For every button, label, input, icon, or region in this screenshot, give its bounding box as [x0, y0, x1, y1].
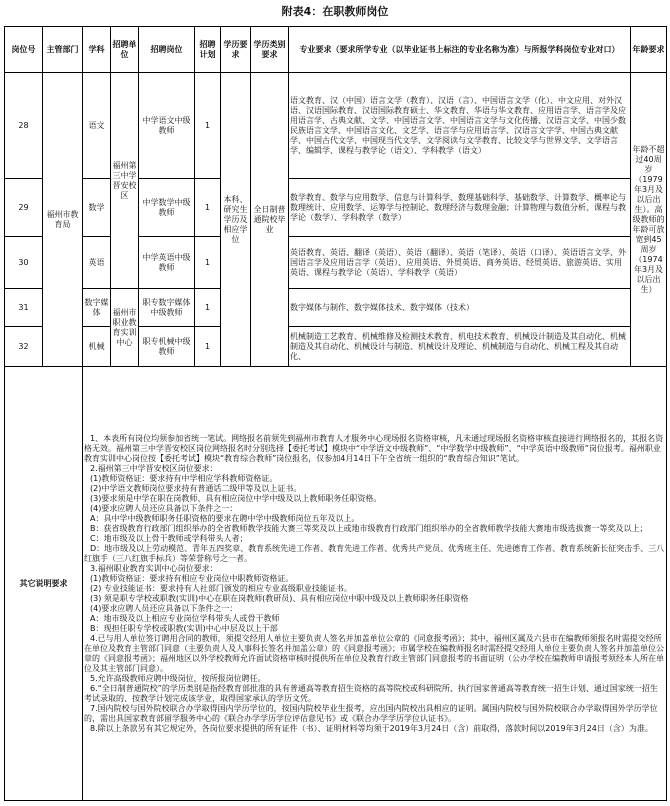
recruitment-table — [4, 26, 667, 801]
note-line: D：地市级及以上劳动模范、青年五四奖章、教育系统先进工作者、教育先进工作者、优秀共产党员、优秀班主任、先进德育工作者、教育系统新长征突击手、三八红旗手（三八红旗手标兵）等荣誉称号之一者。 — [84, 543, 665, 563]
edu-cell: 本科、研究生学历及相应学位 — [221, 73, 251, 367]
table-row — [5, 327, 667, 367]
header-age: 年龄要求 — [631, 27, 667, 73]
count-cell: 1 — [195, 289, 221, 327]
notes-label: 其它说明要求 — [5, 367, 83, 801]
subject-cell: 机械 — [83, 327, 111, 367]
table-row — [5, 73, 667, 179]
edu-type-cell: 全日制普通院校毕业 — [251, 73, 289, 367]
post-number: 30 — [5, 237, 43, 289]
header-post: 招聘岗位 — [139, 27, 195, 73]
major-cell: 数字媒体与制作、数字媒体技术、数字媒体（技术） — [289, 289, 631, 327]
post-number: 28 — [5, 73, 43, 179]
table-row — [5, 237, 667, 289]
note-line: (4)要求应聘人员还应具备以下条件之一： — [90, 503, 238, 513]
subject-cell: 数字媒体 — [83, 289, 111, 327]
note-line: B：现担任职专学校或职教(实训)中心中层及以上干部 — [90, 623, 278, 633]
post-cell: 中学数学中级教师 — [139, 179, 195, 237]
note-line: (2) 专业技能证书：要求持有人社部门颁发的相应专业高级职业技能证书。 — [90, 583, 352, 593]
post-number: 29 — [5, 179, 43, 237]
post-cell: 职专数字媒体中级教师 — [139, 289, 195, 327]
page-title: 附表4：在职教师岗位 — [281, 5, 389, 18]
major-cell: 语文教育、汉（中国）语言文学（教育）、汉语（言）、中国语言文学（化）、中文应用、对外汉语、汉语国际教育、汉语国际教育硕士、华文教育、华语与华文教育、应用语言学、语言学及应用语言学、古典文献、文学、中国语言文学、中国语言文学与文化传播、汉语言文学、中国少数民族语言文学、中国语言文化、文艺学、语言学与应用语言学、汉语言文字学、中国古典文献学、中国古代文学、中国现当代文学、文学阅读与文学教育、比较文学与世界文学、文学语言学、编辑学、课程与教学论（语文）、学科教学（语文） — [289, 73, 631, 179]
subject-cell: 数学 — [83, 179, 111, 237]
subject-cell: 英语 — [83, 237, 111, 289]
post-number: 31 — [5, 289, 43, 327]
note-line: (4)要求应聘人员还应具备以下条件之一： — [90, 603, 238, 613]
count-cell: 1 — [195, 73, 221, 179]
major-cell: 机械制造工艺教育、机械维修及检测技术教育、机电技术教育、机械设计制造及其自动化、机械制造及其自动化、机械设计与制造、机械设计及理论、机械制造与自动化、机械工程及其自动化、 — [289, 327, 631, 367]
major-cell: 数学教育、数学与应用数学、信息与计算科学、数理基础科学、基础数学、计算数学、概率论与数理统计、应用数学、运筹学与控制论、数理经济与数理金融；计算物理与数值分析、课程与教学论（数学）、学科教学（数学） — [289, 179, 631, 237]
note-line: (2)中学语文教师岗位要求持有普通话二级甲等及以上证书。 — [90, 483, 302, 493]
note-line: (3)要求须是中学在职在岗教师、具有相应岗位中学中级及以上教师职务任职资格。 — [90, 493, 382, 503]
table-row — [5, 179, 667, 237]
post-cell: 中学语文中级教师 — [139, 73, 195, 179]
major-cell: 英语教育、英语、翻译（英语）、英语（翻译）、英语（笔译）、英语（口译）、英语语言文学、外国语言学及应用语言学（英语）、应用英语、外贸英语、商务英语、经贸英语、旅游英语、实用英语、课程与教学论（英语）、学科教学（英语） — [289, 237, 631, 289]
note-line: (1)教师资格证：要求持有相应专业岗位中职教师资格证。 — [90, 573, 294, 583]
header-count: 招聘计划 — [195, 27, 221, 73]
note-line: 5.允许高级教师应聘中级岗位，按所报岗位聘任。 — [90, 673, 266, 683]
count-cell: 1 — [195, 179, 221, 237]
dept-cell: 福州市教育局 — [43, 73, 83, 367]
post-cell: 中学英语中级教师 — [139, 237, 195, 289]
unit-cell-school3: 福州第三中学晋安校区 — [111, 73, 139, 289]
post-number: 32 — [5, 327, 43, 367]
header-dept: 主管部门 — [43, 27, 83, 73]
age-cell: 年龄不超过40周岁（1979年3月及以后出生）。高级教师的年龄可放宽到45周岁（1974年3月及以后出生） — [631, 73, 667, 367]
header-unit: 招聘单位 — [111, 27, 139, 73]
header-post-no: 岗位号 — [5, 27, 43, 73]
note-line: B：获省级教育行政部门组织举办的全省教师教学技能大赛三等奖及以上或地市级教育行政部门组织举办的全省教师教学技能大赛地市级选拔赛一等奖及以上； — [90, 523, 648, 533]
notes-row — [5, 367, 667, 801]
header-row — [5, 27, 667, 73]
post-cell: 职专机械中级教师 — [139, 327, 195, 367]
note-line: C：地市级及以上骨干教师或学科带头人者； — [90, 533, 248, 543]
header-edu-type: 学历类别要求 — [251, 27, 289, 73]
header-edu: 学历要求 — [221, 27, 251, 73]
header-subject: 学科 — [83, 27, 111, 73]
header-major: 专业要求（要求所学专业（以毕业证书上标注的专业名称为准）与所报学科岗位专业对口） — [289, 27, 631, 73]
note-line: A：地市级及以上相应专业岗位学科带头人或骨干教师 — [90, 613, 280, 623]
subject-cell: 语文 — [83, 73, 111, 179]
unit-cell-vocational: 福州市职业教育实训中心 — [111, 289, 139, 367]
notes-cell — [83, 367, 667, 801]
note-line: (1)教师资格证：要求持有中学相应学科教师资格证。 — [90, 473, 278, 483]
note-line: 6.“全日制普通院校”的学历类别是指经教育部批准的具有普通高等教育招生资格的高等院校或科研院所、执行国家普通高等教育统一招生计划、通过国家统一招生考试录取的、按教学计划完成该学业，取得国家承认的学历文凭。 — [84, 683, 658, 703]
count-cell: 1 — [195, 327, 221, 367]
note-line: A：具中学中级教师职务任职资格的要求在聘中学中级教师岗位五年及以上。 — [90, 513, 360, 523]
note-line: 8.除以上条款另有其它规定外，各岗位要求提供的所有证件（书）、证明材料等均须于2019年3月24日（含）前取得，落款时间以2019年3月24日（含）为准。 — [90, 723, 653, 733]
count-cell: 1 — [195, 237, 221, 289]
note-line: 1、本表所有岗位均须参加省统一笔试。网络报名前须先到福州市教育人才服务中心现场报名资格审核，凡未通过现场报名资格审核直接进行网络报名的，其报名资格无效。福州第三中学晋安校区岗位网络报名时分别选择【委托考试】模块中“中学语文中级教师”、“中学数学中级教师”、“中学英语中级教师”岗位报考。福州职业教育实训中心岗位按【委托考试】模块“教育综合教师”岗位报名，仅参加4月14日下午全省统一组织的“教育综合知识”笔试。 — [84, 433, 664, 463]
note-line: (3) 须是职专学校或职教(实训)中心在职在岗教师(教研员)、具有相应岗位中职中级及以上教师职务任职资格 — [90, 593, 469, 603]
note-line: 3.福州职业教育实训中心岗位要求： — [90, 563, 218, 573]
note-line: 2.福州第三中学晋安校区岗位要求： — [90, 463, 218, 473]
note-line: 4.已与用人单位签订聘用合同的教师，须提交经用人单位主要负责人签名并加盖单位公章的《同意报考函》；其中，福州区属及六县市在编教师须报名时需提交经所在单位及教育主管部门同意（主要负责人及人事科长签名并加盖公章）的《同意报考函》；市属学校在编教师报名时需经提交经用人单位主要负责人签名并加盖单位公章的《同意报考函》；福州地区以外学校教师允许面试资格审核时提供所在单位及教育行政主管部门同意报考的书面证明（公办学校在编教师申请报考须经本人所在单位及其主管部门同意）。 — [84, 633, 664, 673]
note-line: 7.国内院校与国外院校联合办学取得国内学历学位的，按国内院校毕业生报考，应出国内院校出具相应的证明。属国内院校与国外院校联合办学取得国外学历学位的，需出具国家教育部留学服务中心的《联合办学学历学位评估意见书》或《联合办学学历学位认证书》。 — [84, 703, 658, 723]
table-row — [5, 289, 667, 327]
